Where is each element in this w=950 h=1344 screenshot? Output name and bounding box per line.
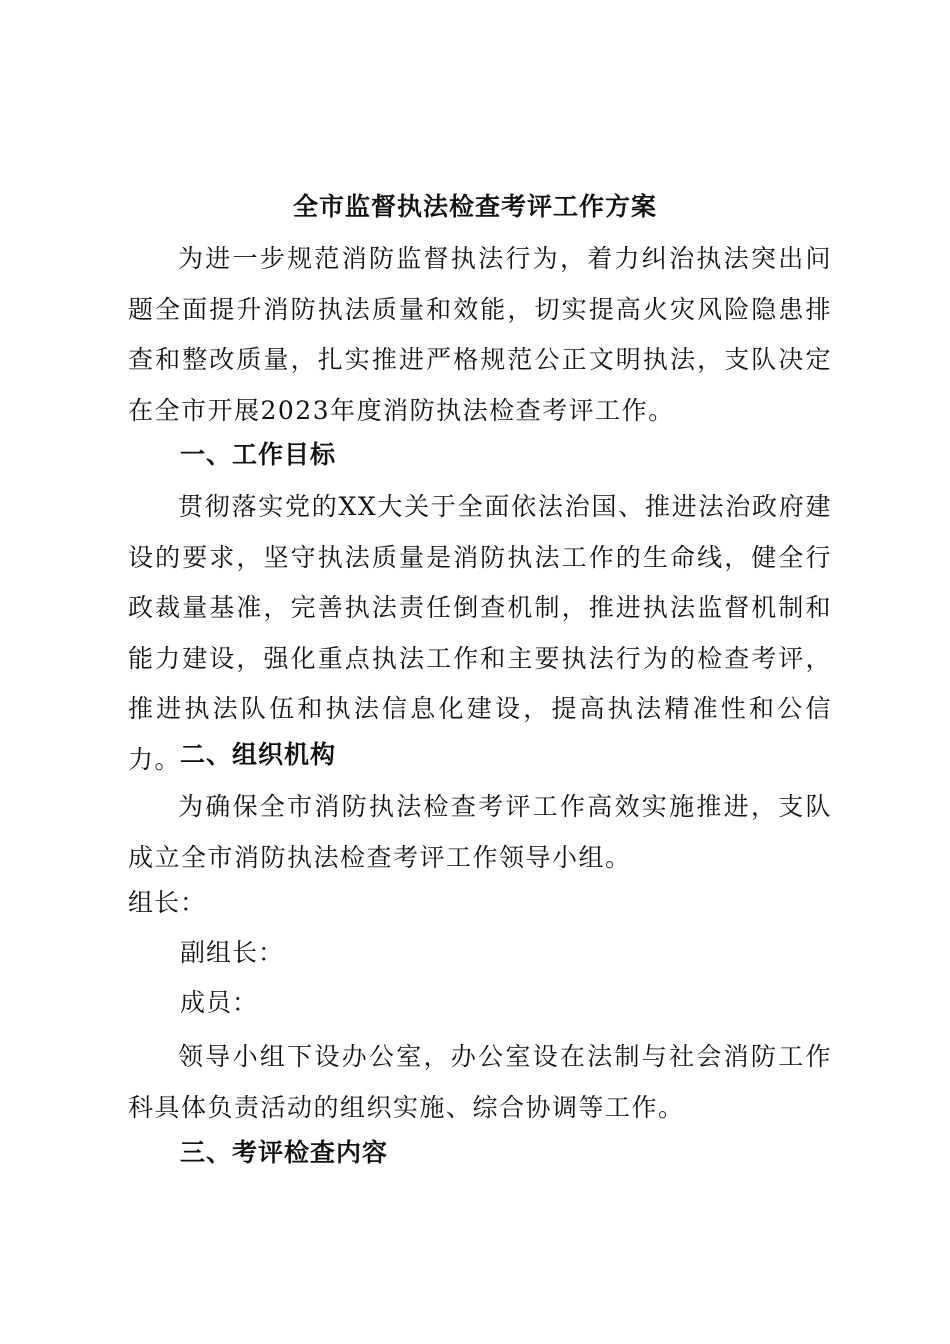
section-heading-organization: 二、组织机构 <box>180 740 337 769</box>
deputy-leader-line: 副组长： <box>180 938 285 967</box>
document-title: 全市监督执法检查考评工作方案 <box>292 192 657 221</box>
section-heading-inspection-content: 三、考评检查内容 <box>180 1138 389 1167</box>
section-heading-goals: 一、工作目标 <box>180 440 337 469</box>
goals-paragraph: 贯彻落实党的XX大关于全面依法治国、推进法治政府建设的要求，坚守执法质量是消防执法工作的生命线，健全行政裁量基准，完善执法责任倒查机制，推进执法监督机制和能力建设，强化重点执法工作和主要执法行为的检查考评，推进执法队伍和执法信息化建设，提高执法精准性和公信力。 <box>128 492 832 774</box>
organization-paragraph: 为确保全市消防执法检查考评工作高效实施推进，支队成立全市消防执法检查考评工作领导小组。 <box>128 792 832 872</box>
leader-line: 组长： <box>128 888 207 917</box>
intro-paragraph: 为进一步规范消防监督执法行为，着力纠治执法突出问题全面提升消防执法质量和效能，切实提高火灾风险隐患排查和整改质量，扎实推进严格规范公正文明执法，支队决定在全市开展2023年度消防执法检查考评工作。 <box>128 244 832 425</box>
members-line: 成员： <box>180 988 259 1017</box>
office-paragraph: 领导小组下设办公室，办公室设在法制与社会消防工作科具体负责活动的组织实施、综合协调等工作。 <box>128 1042 832 1122</box>
